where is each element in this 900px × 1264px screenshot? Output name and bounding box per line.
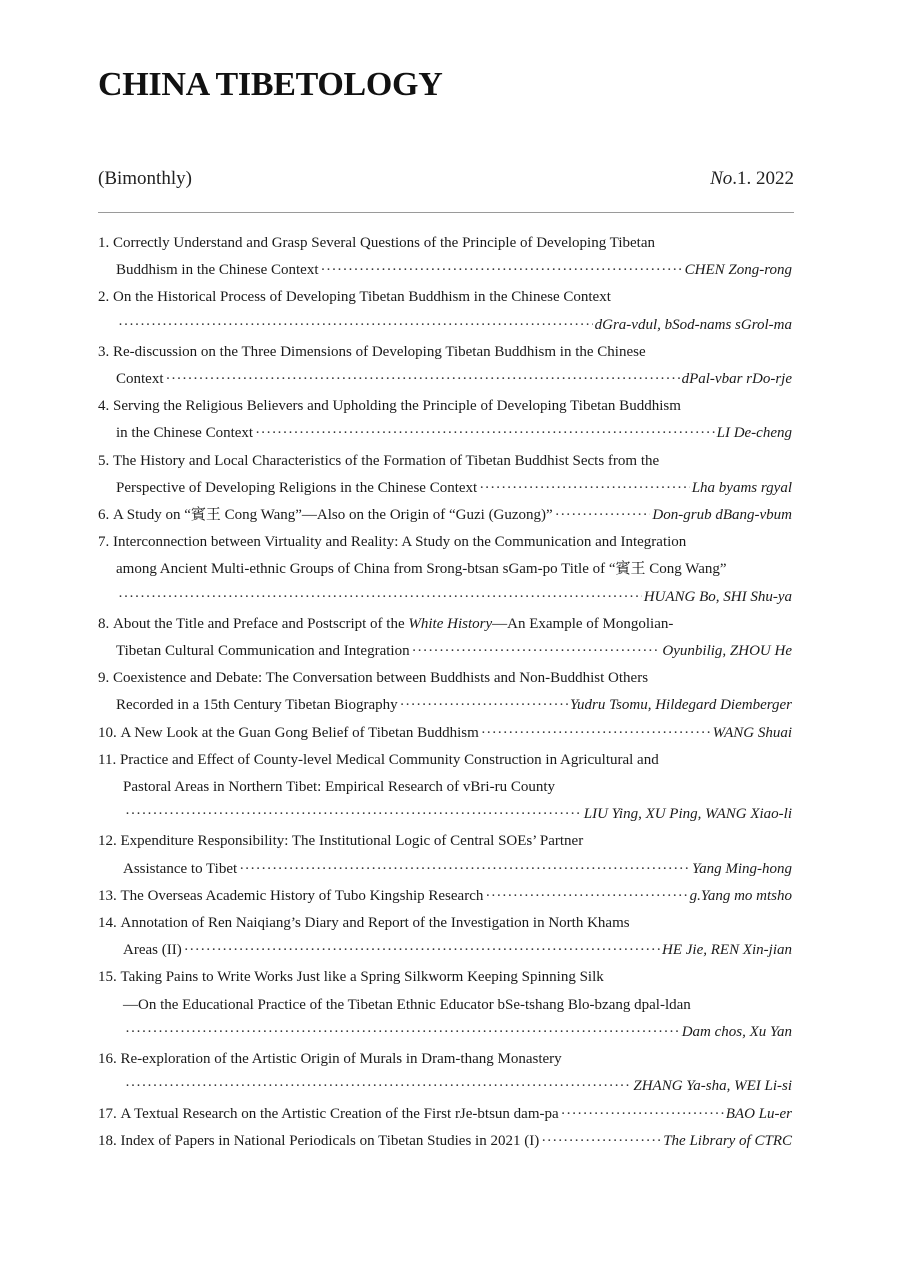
journal-title: CHINA TIBETOLOGY (98, 66, 443, 103)
entry-title-line: Index of Papers in National Periodicals on Tibetan Studies in 2021 (I) (120, 1132, 540, 1149)
entry-author: ZHANG Ya-sha, WEI Li-si (633, 1078, 792, 1095)
entry-title-line: Re-exploration of the Artistic Origin of Murals in Dram-thang Monastery (120, 1051, 562, 1068)
entry-number: 6. (98, 507, 113, 524)
dot-leader (412, 638, 661, 665)
entry-title-line: Coexistence and Debate: The Conversation between Buddhists and Non-Buddhist Others (113, 670, 649, 687)
entry-author: HUANG Bo, SHI Shu-ya (643, 588, 792, 605)
toc-line (98, 584, 792, 611)
entry-title-line: On the Historical Process of Developing Tibetan Buddhism in the Chinese Context (113, 289, 611, 306)
entry-number: 2. (98, 289, 113, 306)
entry-author: Don-grub dBang-vbum (652, 507, 792, 524)
entry-title-line (113, 611, 673, 638)
toc-line (98, 856, 792, 883)
toc-entry[interactable] (98, 448, 792, 502)
entry-number: 8. (98, 615, 113, 632)
toc-line (98, 1073, 792, 1100)
header-divider (98, 212, 794, 213)
toc-line (98, 910, 792, 937)
entry-author: Yudru Tsomu, Hildegard Diemberger (570, 697, 792, 714)
dot-leader (118, 312, 593, 339)
title-text: About the Title and Preface and Postscript of the (113, 615, 409, 632)
entry-number: 9. (98, 670, 113, 687)
entry-author: Lha byams rgyal (691, 479, 792, 496)
dot-leader (239, 856, 690, 883)
entry-title-line: Areas (II) (123, 942, 182, 959)
entry-author: WANG Shuai (712, 724, 792, 741)
entry-number: 16. (98, 1051, 121, 1068)
toc-entry[interactable] (98, 339, 792, 393)
toc-line (98, 1128, 792, 1155)
entry-number: 1. (98, 235, 113, 251)
entry-title-line: in the Chinese Context (116, 425, 254, 442)
toc-line (98, 448, 792, 475)
entry-title-line: Practice and Effect of County-level Medical Community Construction in Agricultural and (119, 751, 659, 768)
dot-leader (125, 1073, 631, 1100)
entry-author: dGra-vdul, bSod-nams sGrol-ma (594, 316, 792, 333)
toc-line (98, 611, 792, 638)
dot-leader (125, 801, 582, 828)
toc-line (98, 692, 792, 719)
entry-number: 18. (98, 1132, 121, 1149)
entry-title-line: Tibetan Cultural Communication and Integration (116, 643, 410, 660)
toc-line (98, 529, 792, 556)
entry-title-line: Buddhism in the Chinese Context (116, 262, 319, 279)
toc-entry[interactable] (98, 1101, 792, 1128)
toc-entry[interactable] (98, 1128, 792, 1155)
toc-line (98, 665, 792, 692)
issue-suffix: .1. 2022 (732, 168, 794, 189)
toc-entry[interactable] (98, 665, 792, 719)
toc-line (98, 720, 792, 747)
entry-title-line: Serving the Religious Believers and Upholding the Principle of Developing Tibetan Buddhism (113, 398, 681, 415)
toc-entry[interactable] (98, 1046, 792, 1100)
entry-author: HE Jie, REN Xin-jian (662, 942, 792, 959)
entry-number: 17. (98, 1105, 121, 1122)
entry-author: Dam chos, Xu Yan (681, 1023, 792, 1040)
toc-line (98, 937, 792, 964)
table-of-contents (98, 230, 792, 1155)
entry-title-line: Correctly Understand and Grasp Several Questions of the Principle of Developing Tibetan (113, 235, 655, 251)
entry-number: 13. (98, 887, 121, 904)
entry-author: CHEN Zong-rong (684, 262, 792, 279)
dot-leader (321, 257, 683, 284)
entry-number: 11. (98, 751, 120, 768)
entry-number: 5. (98, 452, 113, 469)
toc-line (98, 366, 792, 393)
dot-leader (400, 692, 568, 719)
entry-title-line: Perspective of Developing Religions in the Chinese Context (116, 479, 478, 496)
toc-line (98, 312, 792, 339)
entry-title-line: Expenditure Responsibility: The Institutional Logic of Central SOEs’ Partner (120, 833, 584, 850)
entry-title-line: Context (116, 371, 164, 388)
entry-author: dPal-vbar rDo-rje (681, 371, 792, 388)
toc-entry[interactable] (98, 747, 792, 829)
entry-title-line: Interconnection between Virtuality and Reality: A Study on the Communication and Integration (113, 534, 687, 551)
toc-line (98, 284, 792, 311)
toc-entry[interactable] (98, 720, 792, 747)
toc-entry[interactable] (98, 910, 792, 964)
entry-author: LI De-cheng (716, 425, 792, 442)
toc-entry[interactable] (98, 230, 792, 284)
entry-author: The Library of CTRC (663, 1132, 792, 1149)
toc-line (98, 638, 792, 665)
toc-entry[interactable] (98, 883, 792, 910)
dot-leader (541, 1128, 661, 1155)
dot-leader (555, 502, 651, 529)
entry-author: LIU Ying, XU Ping, WANG Xiao-li (583, 806, 792, 823)
toc-entry[interactable] (98, 502, 792, 529)
entry-number: 7. (98, 534, 113, 551)
toc-entry[interactable] (98, 393, 792, 447)
toc-entry[interactable] (98, 611, 792, 665)
entry-title-line: Recorded in a 15th Century Tibetan Biography (116, 697, 398, 714)
dot-leader (485, 883, 687, 910)
toc-line (98, 502, 792, 529)
toc-line (98, 475, 792, 502)
dot-leader (479, 475, 690, 502)
entry-title-line: —On the Educational Practice of the Tibetan Ethnic Educator bSe-tshang Blo-bzang dpal-ldan (123, 996, 691, 1013)
issue-prefix: No (710, 168, 733, 189)
entry-title-line: The Overseas Academic History of Tubo Kingship Research (120, 887, 484, 904)
toc-line (98, 747, 792, 774)
entry-title-line: Annotation of Ren Naiqiang’s Diary and Report of the Investigation in North Khams (120, 915, 630, 932)
toc-entry[interactable] (98, 828, 792, 882)
toc-line (98, 801, 792, 828)
entry-title-line: A New Look at the Guan Gong Belief of Tibetan Buddhism (120, 724, 479, 741)
entry-title-line: Re-discussion on the Three Dimensions of Developing Tibetan Buddhism in the Chinese (113, 343, 646, 360)
toc-line (98, 393, 792, 420)
entry-number: 12. (98, 833, 121, 850)
dot-leader (184, 937, 660, 964)
toc-line (98, 230, 792, 257)
entry-title-line: Pastoral Areas in Northern Tibet: Empirical Research of vBri-ru County (123, 779, 556, 796)
entry-title-line: Taking Pains to Write Works Just like a Spring Silkworm Keeping Spinning Silk (120, 969, 604, 986)
frequency-label: (Bimonthly) (98, 168, 192, 189)
entry-number: 14. (98, 915, 121, 932)
entry-number: 10. (98, 724, 121, 741)
toc-line (98, 883, 792, 910)
entry-title-line: among Ancient Multi-ethnic Groups of China from Srong-btsan sGam-po Title of “賓王 Cong Wang” (116, 561, 727, 578)
dot-leader (255, 420, 715, 447)
toc-entry[interactable] (98, 964, 792, 1046)
entry-number: 4. (98, 398, 113, 415)
toc-line (98, 1019, 792, 1046)
toc-entry[interactable] (98, 284, 792, 338)
dot-leader (118, 584, 642, 611)
toc-line (98, 257, 792, 284)
entry-author: BAO Lu-er (725, 1105, 792, 1122)
entry-number: 15. (98, 969, 121, 986)
toc-line (98, 339, 792, 366)
entry-author: g.Yang mo mtsho (689, 887, 792, 904)
toc-line (98, 992, 792, 1019)
toc-line (98, 964, 792, 991)
issue-number (710, 168, 794, 190)
entry-author: Oyunbilig, ZHOU He (662, 643, 792, 660)
toc-line (98, 1046, 792, 1073)
toc-line (98, 420, 792, 447)
title-text: —An Example of Mongolian- (492, 615, 674, 632)
entry-title-line: The History and Local Characteristics of the Formation of Tibetan Buddhist Sects from the (113, 452, 660, 469)
dot-leader (481, 720, 711, 747)
entry-author: Yang Ming-hong (692, 860, 792, 877)
entry-title-line: A Study on “賓王 Cong Wang”—Also on the Origin of “Guzi (Guzong)” (113, 507, 553, 524)
toc-line (98, 774, 792, 801)
entry-number: 3. (98, 343, 113, 360)
toc-line (98, 1101, 792, 1128)
toc-line (98, 556, 792, 583)
dot-leader (561, 1101, 724, 1128)
toc-line (98, 828, 792, 855)
dot-leader (125, 1019, 680, 1046)
entry-title-line: Assistance to Tibet (123, 860, 238, 877)
toc-entry[interactable] (98, 529, 792, 611)
title-italic: White History (408, 615, 493, 632)
dot-leader (166, 366, 680, 393)
entry-title-line: A Textual Research on the Artistic Creation of the First rJe-btsun dam-pa (120, 1105, 559, 1122)
